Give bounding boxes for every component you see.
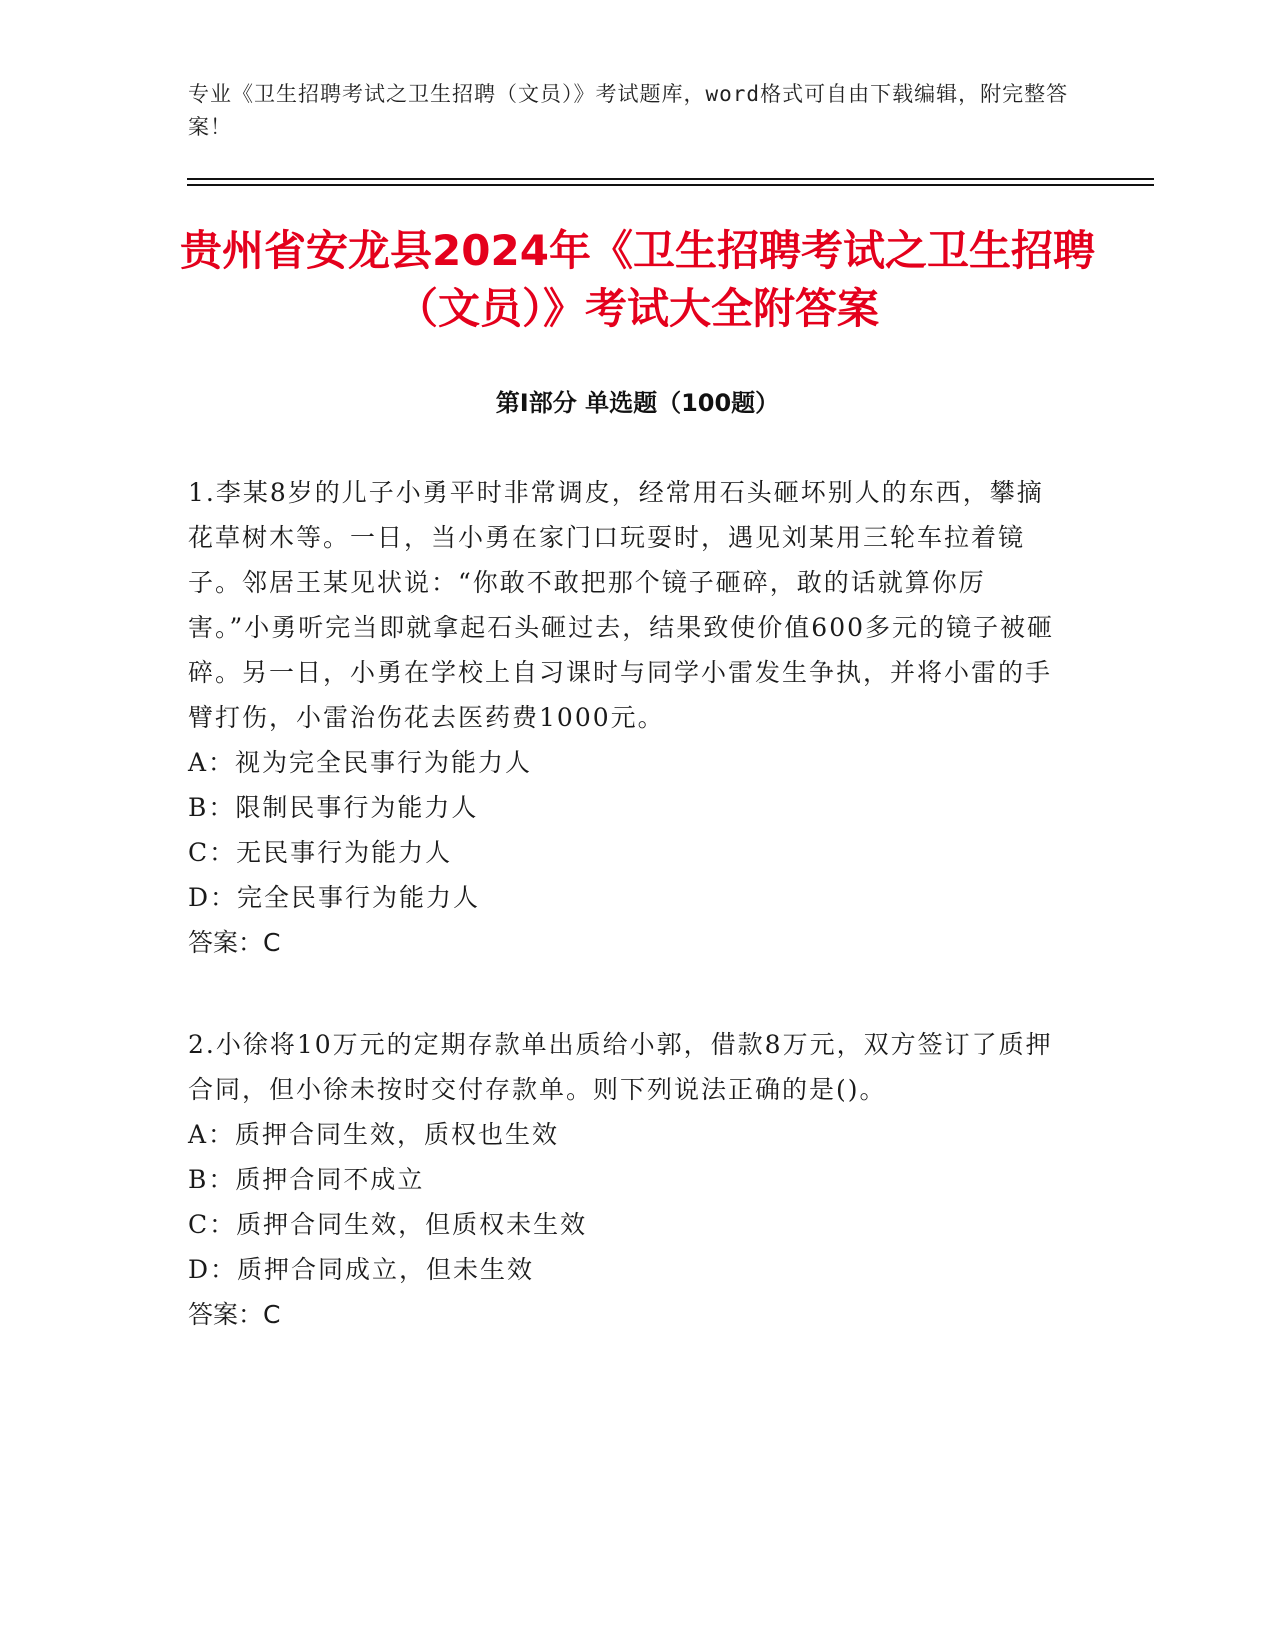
question-stem: 1.李某8岁的儿子小勇平时非常调皮，经常用石头砸坏别人的东西，攀摘花草树木等。一日，当小勇在家门口玩耍时，遇见刘某用三轮车拉着镜子。邻居王某见状说：“你敢不敢把那个镜子砸碎，敢的话就算你厉害。”小勇听完当即就拿起石头砸过去，结果致使价值600多元的镜子被砸碎。另一日，小勇在学校上自习课时与同学小雷发生争执，并将小雷的手臂打伤，小雷治伤花去医药费1000元。 [188, 478, 1055, 732]
option-c: C：无民事行为能力人 [188, 838, 453, 867]
option-c: C：质押合同生效，但质权未生效 [188, 1210, 588, 1239]
header-divider-top [187, 178, 1154, 180]
header-divider-bottom [187, 184, 1154, 186]
option-a: A：质押合同生效，质权也生效 [188, 1120, 560, 1149]
option-d: D：完全民事行为能力人 [188, 883, 481, 912]
answer: 答案：C [188, 928, 281, 957]
option-b: B：质押合同不成立 [188, 1165, 425, 1194]
answer: 答案：C [188, 1300, 281, 1329]
question-2 [188, 1022, 1068, 1337]
question-1 [188, 470, 1068, 965]
section-title: 第I部分 单选题（100题） [495, 389, 780, 417]
question-stem: 2.小徐将10万元的定期存款单出质给小郭，借款8万元，双方签订了质押合同，但小徐未按时交付存款单。则下列说法正确的是()。 [188, 1030, 1053, 1104]
option-b: B：限制民事行为能力人 [188, 793, 479, 822]
header-note: 专业《卫生招聘考试之卫生招聘（文员）》考试题库，word格式可自由下载编辑，附完整答案！ [188, 82, 1069, 139]
option-a: A：视为完全民事行为能力人 [188, 748, 533, 777]
document-title: 贵州省安龙县2024年《卫生招聘考试之卫生招聘（文员）》考试大全附答案 [180, 226, 1095, 333]
option-d: D：质押合同成立，但未生效 [188, 1255, 535, 1284]
